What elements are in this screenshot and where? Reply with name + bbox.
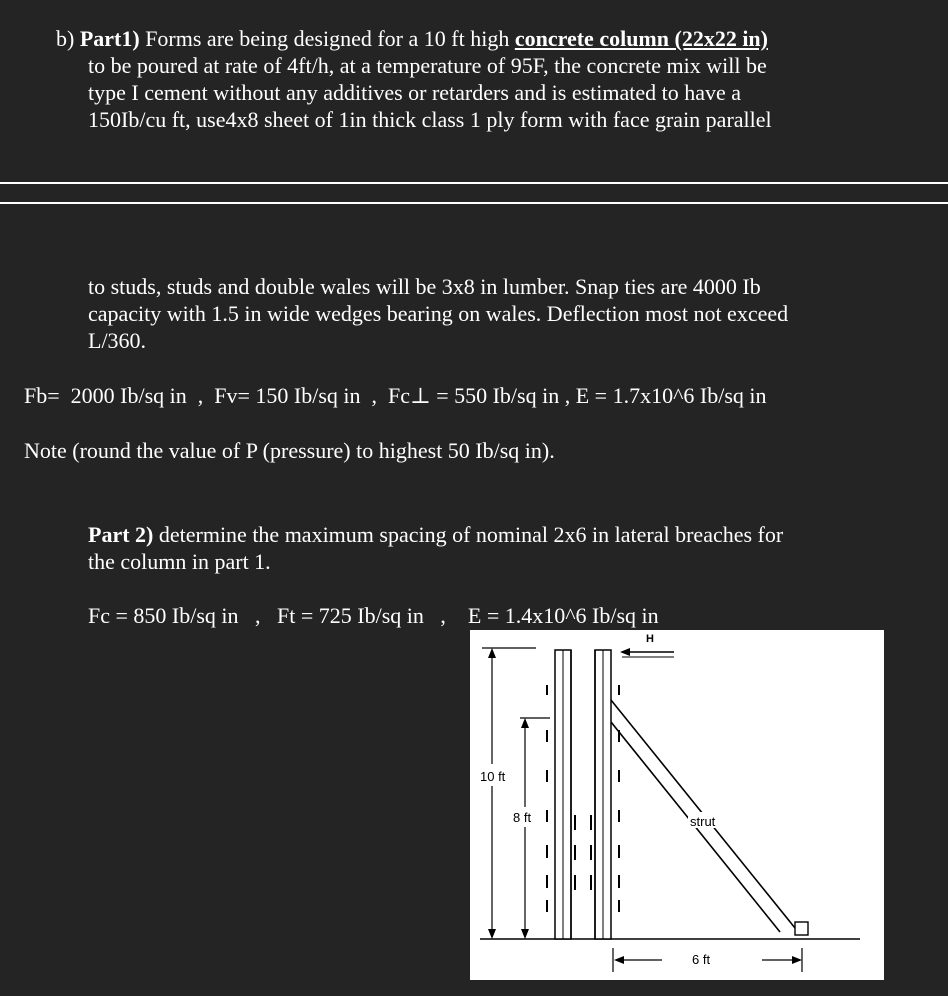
column-bracing-diagram xyxy=(470,630,884,980)
material-properties-part1: Fb= 2000 Ib/sq in , Fv= 150 Ib/sq in , Fc⊥ = 550 Ib/sq in , E = 1.7x10^6 Ib/sq in xyxy=(24,383,767,408)
part1-continuation xyxy=(88,273,908,354)
part1-prefix: b) xyxy=(56,26,80,51)
label-6ft: 6 ft xyxy=(692,952,711,967)
divider-line-top xyxy=(0,182,948,184)
label-strut: strut xyxy=(690,814,716,829)
page-break-divider xyxy=(0,182,948,204)
label-10ft: 10 ft xyxy=(480,769,506,784)
part1-line2: to be poured at rate of 4ft/h, at a temperature of 95F, the concrete mix will be xyxy=(88,53,767,78)
divider-line-bottom xyxy=(0,202,948,204)
label-h: H xyxy=(646,633,654,645)
bracing-diagram-svg xyxy=(470,630,884,980)
part1-heading: Part1) xyxy=(79,26,140,51)
part1-cont-line1: to studs, studs and double wales will be 3x8 in lumber. Snap ties are 4000 Ib xyxy=(88,274,761,299)
material-properties-part2: Fc = 850 Ib/sq in , Ft = 725 Ib/sq in , E = 1.4x10^6 Ib/sq in xyxy=(88,603,659,628)
part1-line4: 150Ib/cu ft, use4x8 sheet of 1in thick class 1 ply form with face grain parallel xyxy=(88,107,772,132)
part2-text-line2: the column in part 1. xyxy=(88,549,271,574)
label-8ft: 8 ft xyxy=(513,810,532,825)
part1-cont-line2: capacity with 1.5 in wide wedges bearing on wales. Deflection most not exceed xyxy=(88,301,789,326)
column-size-underlined: concrete column (22x22 in) xyxy=(514,26,768,51)
part2-text-line1: determine the maximum spacing of nominal 2x6 in lateral breaches for xyxy=(153,522,784,547)
strut-foot-block xyxy=(795,922,808,935)
part1-paragraph xyxy=(56,25,936,133)
pressure-note: Note (round the value of P (pressure) to highest 50 Ib/sq in). xyxy=(24,438,555,463)
part1-cont-line3: L/360. xyxy=(88,328,147,353)
part2-paragraph xyxy=(88,521,908,575)
part1-text: Forms are being designed for a 10 ft high xyxy=(139,26,515,51)
part1-line3: type I cement without any additives or retarders and is estimated to have a xyxy=(88,80,742,105)
part2-heading: Part 2) xyxy=(88,522,154,547)
